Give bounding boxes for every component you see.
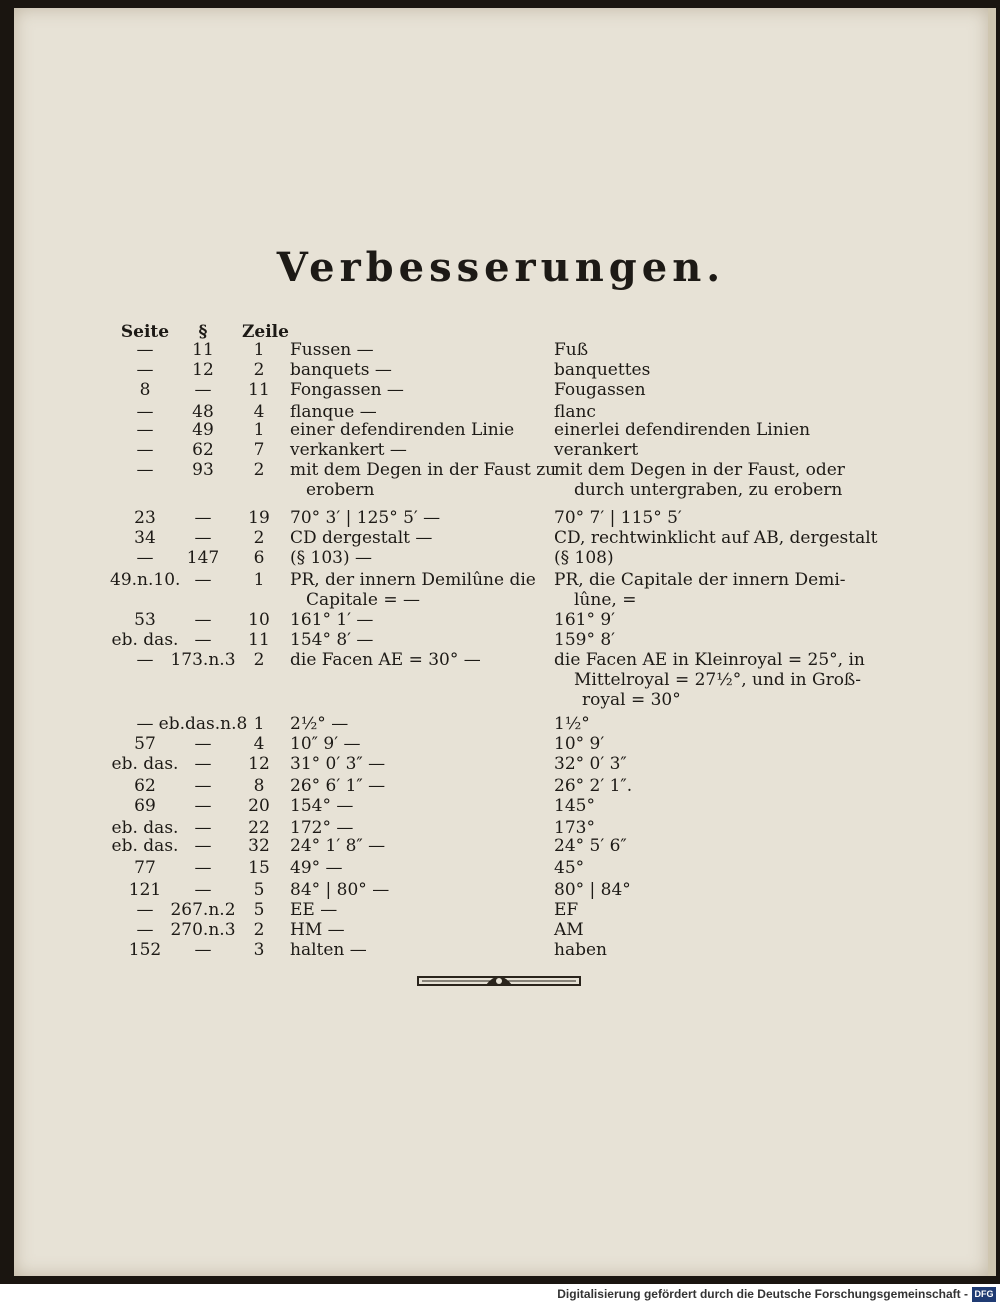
cell-wrong: 154° — <box>290 796 354 816</box>
footer-bar <box>0 1284 1000 1306</box>
cell-wrong: PR, der innern Demilûne die <box>290 570 536 590</box>
header-zeile: Zeile <box>242 322 289 342</box>
cell-paragraph: 49 <box>192 420 214 440</box>
cell-wrong: mit dem Degen in der Faust zu <box>290 460 557 480</box>
cell-paragraph: 267.n.2 <box>170 900 236 920</box>
cell-zeile: 2 <box>253 920 265 940</box>
footer-text: Digitalisierung gefördert durch die Deutsche Forschungsgemeinschaft - <box>557 1287 968 1301</box>
cell-wrong: banquets — <box>290 360 392 380</box>
cell-right: verankert <box>554 440 639 460</box>
cell-seite: — <box>136 340 154 360</box>
cell-zeile: 1 <box>253 340 265 360</box>
cell-zeile: 3 <box>253 940 265 960</box>
cell-zeile: 22 <box>248 818 270 838</box>
cell-right: 70° 7′ | 115° 5′ <box>554 508 682 528</box>
cell-right: 80° | 84° <box>554 880 631 900</box>
cell-right: (§ 108) <box>554 548 614 568</box>
cell-paragraph: — <box>194 754 212 774</box>
cell-paragraph: — <box>194 570 212 590</box>
cell-paragraph: — <box>194 734 212 754</box>
cell-wrong: 31° 0′ 3″ — <box>290 754 386 774</box>
dfg-logo-icon: DFG <box>972 1287 996 1302</box>
cell-zeile: 6 <box>253 548 265 568</box>
cell-zeile: 8 <box>253 776 265 796</box>
cell-wrong: 49° — <box>290 858 343 878</box>
cell-right-cont: lûne, = <box>574 590 637 610</box>
cell-right: AM <box>554 920 584 940</box>
cell-paragraph: 93 <box>192 460 214 480</box>
cell-zeile: 2 <box>253 528 265 548</box>
cell-seite: 77 <box>134 858 156 878</box>
cell-wrong: flanque — <box>290 402 377 422</box>
cell-wrong: (§ 103) — <box>290 548 373 568</box>
cell-right: einerlei defendirenden Linien <box>554 420 811 440</box>
cell-seite: eb. das. <box>111 630 179 650</box>
cell-wrong: Fussen — <box>290 340 374 360</box>
cell-right: 173° <box>554 818 595 838</box>
cell-right: 26° 2′ 1″. <box>554 776 633 796</box>
cell-zeile: 20 <box>248 796 270 816</box>
cell-seite: eb. das. <box>111 754 179 774</box>
cell-paragraph: — <box>194 630 212 650</box>
ornament-divider <box>416 968 582 994</box>
cell-paragraph: 48 <box>192 402 214 422</box>
cell-paragraph: — <box>194 836 212 856</box>
cell-zeile: 2 <box>253 460 265 480</box>
cell-zeile: 12 <box>248 754 270 774</box>
cell-wrong: 161° 1′ — <box>290 610 374 630</box>
cell-seite: 121 <box>128 880 162 900</box>
cell-right: flanc <box>554 402 596 422</box>
cell-paragraph: 270.n.3 <box>170 920 236 940</box>
cell-seite: 53 <box>134 610 156 630</box>
cell-paragraph: 12 <box>192 360 214 380</box>
cell-zeile: 11 <box>248 380 270 400</box>
cell-paragraph: — <box>194 776 212 796</box>
cell-seite: eb. das. <box>111 836 179 856</box>
cell-wrong: CD dergestalt — <box>290 528 433 548</box>
cell-right: 145° <box>554 796 595 816</box>
cell-zeile: 10 <box>248 610 270 630</box>
cell-right: die Facen AE in Kleinroyal = 25°, in <box>554 650 865 670</box>
cell-right: 45° <box>554 858 585 878</box>
cell-wrong: 24° 1′ 8″ — <box>290 836 386 856</box>
cell-seite: — <box>136 714 154 734</box>
cell-right: CD, rechtwinklicht auf AB, dergestalt <box>554 528 878 548</box>
cell-zeile: 19 <box>248 508 270 528</box>
cell-seite: 152 <box>128 940 162 960</box>
cell-zeile: 2 <box>253 360 265 380</box>
cell-seite: — <box>136 402 154 422</box>
cell-right: Fuß <box>554 340 589 360</box>
cell-right: mit dem Degen in der Faust, oder <box>554 460 845 480</box>
cell-seite: 49.n.10. <box>110 570 181 590</box>
cell-right: 32° 0′ 3″ <box>554 754 627 774</box>
cell-seite: 8 <box>139 380 151 400</box>
cell-seite: 62 <box>134 776 156 796</box>
cell-seite: 34 <box>134 528 156 548</box>
cell-paragraph: — <box>194 880 212 900</box>
cell-wrong-cont: erobern <box>306 480 375 500</box>
cell-seite: — <box>136 420 154 440</box>
cell-paragraph: — <box>194 508 212 528</box>
cell-wrong: 70° 3′ | 125° 5′ — <box>290 508 441 528</box>
cell-right: 24° 5′ 6″ <box>554 836 627 856</box>
cell-seite: — <box>136 460 154 480</box>
cell-seite: 69 <box>134 796 156 816</box>
cell-paragraph: eb.das.n.8 <box>158 714 248 734</box>
cell-seite: — <box>136 920 154 940</box>
cell-paragraph: 62 <box>192 440 214 460</box>
cell-paragraph: 173.n.3 <box>170 650 236 670</box>
cell-right: EF <box>554 900 579 920</box>
cell-paragraph: — <box>194 528 212 548</box>
cell-zeile: 7 <box>253 440 265 460</box>
cell-wrong: 84° | 80° — <box>290 880 390 900</box>
cell-right-cont: durch untergraben, zu erobern <box>574 480 843 500</box>
cell-zeile: 11 <box>248 630 270 650</box>
cell-seite: 23 <box>134 508 156 528</box>
cell-zeile: 5 <box>253 900 265 920</box>
book-page <box>14 8 988 1276</box>
cell-right: 159° 8′ <box>554 630 616 650</box>
cell-zeile: 1 <box>253 714 265 734</box>
cell-paragraph: 147 <box>186 548 220 568</box>
header-seite: Seite <box>120 322 170 342</box>
cell-paragraph: — <box>194 858 212 878</box>
cell-wrong: Fongassen — <box>290 380 404 400</box>
cell-seite: eb. das. <box>111 818 179 838</box>
cell-zeile: 1 <box>253 570 265 590</box>
cell-zeile: 32 <box>248 836 270 856</box>
cell-paragraph: — <box>194 940 212 960</box>
cell-right: haben <box>554 940 607 960</box>
cell-seite: — <box>136 440 154 460</box>
cell-right: Fougassen <box>554 380 646 400</box>
cell-paragraph: — <box>194 818 212 838</box>
cell-right: banquettes <box>554 360 651 380</box>
cell-seite: — <box>136 650 154 670</box>
page-edge <box>988 8 996 1276</box>
cell-zeile: 2 <box>253 650 265 670</box>
cell-wrong: halten — <box>290 940 367 960</box>
cell-zeile: 15 <box>248 858 270 878</box>
cell-seite: — <box>136 900 154 920</box>
cell-right: 161° 9′ <box>554 610 616 630</box>
cell-wrong: einer defendirenden Linie <box>290 420 515 440</box>
cell-right: PR, die Capitale der innern Demi- <box>554 570 846 590</box>
cell-zeile: 1 <box>253 420 265 440</box>
cell-wrong: 10″ 9′ — <box>290 734 361 754</box>
cell-wrong: die Facen AE = 30° — <box>290 650 481 670</box>
cell-seite: 57 <box>134 734 156 754</box>
cell-right-cont: Mittelroyal = 27½°, und in Groß- <box>574 670 862 690</box>
cell-wrong: 154° 8′ — <box>290 630 374 650</box>
cell-wrong: 26° 6′ 1″ — <box>290 776 386 796</box>
header-paragraph: § <box>198 322 208 342</box>
cell-right-cont: royal = 30° <box>582 690 681 710</box>
cell-right: 1½° <box>554 714 590 734</box>
page-title: Verbesserungen. <box>276 244 726 291</box>
cell-paragraph: — <box>194 610 212 630</box>
cell-wrong: verkankert — <box>290 440 407 460</box>
cell-wrong: 2½° — <box>290 714 349 734</box>
cell-paragraph: 11 <box>192 340 214 360</box>
cell-zeile: 4 <box>253 402 265 422</box>
cell-paragraph: — <box>194 380 212 400</box>
cell-zeile: 4 <box>253 734 265 754</box>
cell-seite: — <box>136 548 154 568</box>
cell-zeile: 5 <box>253 880 265 900</box>
cell-right: 10° 9′ <box>554 734 605 754</box>
cell-wrong: 172° — <box>290 818 354 838</box>
cell-wrong: EE — <box>290 900 338 920</box>
cell-seite: — <box>136 360 154 380</box>
cell-paragraph: — <box>194 796 212 816</box>
cell-wrong-cont: Capitale = — <box>306 590 420 610</box>
cell-wrong: HM — <box>290 920 345 940</box>
